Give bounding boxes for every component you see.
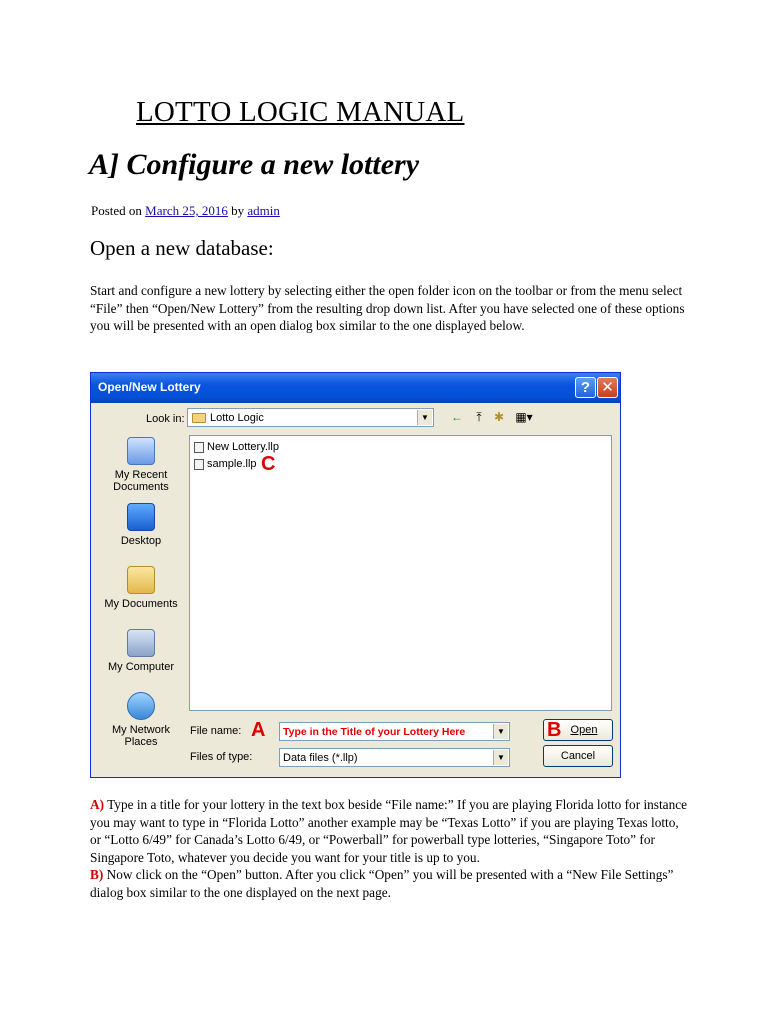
my-documents-icon (127, 566, 155, 594)
open-new-lottery-dialog (90, 372, 621, 778)
place-label: My Documents (104, 598, 178, 610)
step-a-label: A) (90, 797, 105, 812)
place-my-recent-documents[interactable] (100, 437, 182, 493)
place-my-computer[interactable] (100, 629, 182, 673)
file-name-combobox[interactable] (279, 722, 510, 741)
files-of-type-value: Data files (*.llp) (283, 752, 358, 764)
dialog-titlebar[interactable] (91, 373, 620, 403)
look-in-value: Lotto Logic (210, 412, 264, 424)
file-name: sample.llp (207, 458, 257, 470)
files-of-type-dropdown[interactable] (279, 748, 510, 767)
by-label: by (231, 203, 245, 218)
places-bar (100, 433, 182, 748)
step-b-text: Now click on the “Open” button. After you click “Open” you will be presented with a “New File Settings” dialog box similar to the one displayed on the next page. (90, 867, 674, 900)
chevron-down-icon[interactable]: ▼ (493, 724, 508, 739)
place-my-network-places[interactable] (100, 692, 182, 748)
place-my-documents[interactable] (100, 566, 182, 610)
intro-paragraph: Start and configure a new lottery by selecting either the open folder icon on the toolbar or from the menu select “File” then “Open/New Lottery” from the resulting drop down list. After you have selected one of these options you will be presented with an open dialog box similar to the one displayed below. (90, 283, 685, 334)
open-button[interactable] (543, 719, 613, 741)
look-in-dropdown[interactable] (187, 408, 434, 427)
cancel-button[interactable]: Cancel (543, 745, 613, 767)
network-places-icon (127, 692, 155, 720)
place-label: My Network Places (111, 724, 171, 748)
my-computer-icon (127, 629, 155, 657)
author-link[interactable]: admin (247, 203, 280, 218)
recent-documents-icon (127, 437, 155, 465)
marker-a: A (251, 719, 266, 741)
step-a-text: Type in a title for your lottery in the text box beside “File name:” If you are playing Florida lotto for instance you may want to type in “Florida Lotto” another example may be “Texas Lotto” if you are playing Texas lotto, or “Lotto 6/49” for Canada’s Lotto 6/49, or “Powerball” for powerball type lotteries, “Singapore Toto” for Singapore Toto, whatever you decide you want for your title is up to you. (90, 797, 688, 865)
back-icon[interactable]: ← (451, 410, 463, 424)
step-b-label: B) (90, 867, 104, 883)
files-of-type-label: Files of type: (190, 751, 253, 763)
file-name-label: File name: (190, 725, 242, 737)
file-name-value[interactable]: Type in the Title of your Lottery Here (283, 726, 466, 738)
chevron-down-icon[interactable]: ▼ (493, 750, 508, 765)
post-meta (91, 203, 280, 219)
new-folder-icon[interactable]: ✱ (493, 410, 505, 424)
list-item[interactable] (194, 440, 279, 454)
folder-icon (192, 413, 206, 423)
dialog-title: Open/New Lottery (98, 380, 201, 394)
place-label: My Computer (107, 661, 175, 673)
place-desktop[interactable] (100, 503, 182, 547)
file-icon (194, 459, 204, 470)
marker-b: B (547, 719, 562, 741)
list-item[interactable] (194, 457, 257, 471)
section-heading: Open a new database: (90, 236, 274, 260)
place-label: My Recent Documents (113, 469, 169, 493)
steps-paragraph (90, 796, 690, 902)
desktop-icon (127, 503, 155, 531)
file-icon (194, 442, 204, 453)
up-folder-icon[interactable]: ⤒ (476, 410, 482, 424)
document-title: LOTTO LOGIC MANUAL (136, 96, 465, 128)
chevron-down-icon[interactable]: ▼ (417, 410, 432, 425)
close-button[interactable]: ✕ (597, 377, 618, 398)
post-date-link[interactable]: March 25, 2016 (145, 203, 228, 218)
place-label: Desktop (120, 535, 162, 547)
posted-on-label: Posted on (91, 203, 142, 218)
marker-c: C (261, 453, 276, 475)
view-menu-icon[interactable]: ▦▾ (515, 410, 533, 424)
look-in-label: Look in: (146, 413, 185, 425)
open-button-label: Open (570, 724, 598, 736)
file-name: New Lottery.llp (207, 441, 279, 453)
help-button[interactable]: ? (575, 377, 596, 398)
file-list[interactable] (189, 435, 612, 711)
post-title: A] Configure a new lottery (89, 148, 420, 181)
